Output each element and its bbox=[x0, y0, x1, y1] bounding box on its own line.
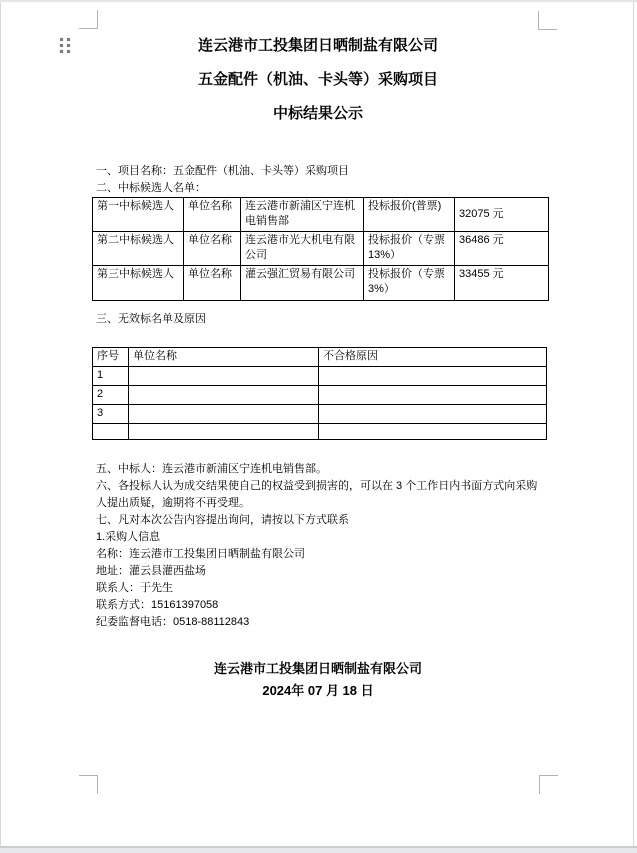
unit-name-cell bbox=[129, 386, 319, 405]
document-footer bbox=[97, 658, 539, 702]
bid-price-label-cell: 投标报价（专票3%） bbox=[364, 266, 455, 301]
notice-line-6: 六、各投标人认为成交结果使自己的权益受到损害的，可以在 3 个工作日内书面方式向采购人提出质疑，逾期将不再受理。 bbox=[96, 480, 538, 509]
handle-dot bbox=[60, 38, 63, 41]
candidate-row bbox=[93, 198, 549, 232]
notice-block bbox=[96, 461, 542, 631]
candidate-row bbox=[93, 232, 549, 266]
bid-price-cell: 32075 元 bbox=[455, 198, 549, 232]
unit-name-cell bbox=[129, 367, 319, 386]
contact-address-line: 地址：灌云县灌西盐场 bbox=[96, 565, 206, 577]
handle-dot bbox=[67, 50, 70, 53]
title-line-company: 连云港市工投集团日晒制盐有限公司 bbox=[197, 37, 438, 54]
row-number-cell: 1 bbox=[93, 367, 129, 386]
page-right-edge bbox=[633, 2, 634, 847]
candidate-rank-cell: 第一中标候选人 bbox=[93, 198, 184, 232]
crop-mark-top-right-icon bbox=[538, 11, 557, 30]
invalid-row bbox=[93, 367, 547, 386]
supervision-phone-line: 纪委监督电话：0518-88112843 bbox=[96, 616, 250, 628]
bid-price-cell: 36486 元 bbox=[455, 232, 549, 266]
invalid-row bbox=[93, 405, 547, 424]
notice-line-5: 五、中标人：连云港市新浦区宁连机电销售部。 bbox=[96, 463, 327, 475]
unit-name-cell: 连云港市新浦区宁连机电销售部 bbox=[241, 198, 364, 232]
contact-name-line: 名称：连云港市工投集团日晒制盐有限公司 bbox=[96, 548, 305, 560]
reason-cell bbox=[319, 424, 547, 440]
unit-name-cell: 灌云强汇贸易有限公司 bbox=[241, 266, 364, 301]
row-number-cell: 2 bbox=[93, 386, 129, 405]
unit-label-cell: 单位名称 bbox=[184, 232, 241, 266]
row-number-cell bbox=[93, 424, 129, 440]
section-3-heading: 三、无效标名单及原因 bbox=[96, 313, 206, 325]
unit-label-cell: 单位名称 bbox=[184, 198, 241, 232]
unit-name-cell bbox=[129, 424, 319, 440]
document-title bbox=[97, 29, 539, 131]
candidate-rank-cell: 第二中标候选人 bbox=[93, 232, 184, 266]
page-top-edge bbox=[0, 0, 637, 2]
handle-dot bbox=[60, 44, 63, 47]
unit-label-cell: 单位名称 bbox=[184, 266, 241, 301]
candidate-row bbox=[93, 266, 549, 301]
unit-name-cell bbox=[129, 405, 319, 424]
contact-heading: 1.采购人信息 bbox=[96, 531, 161, 543]
crop-mark-bottom-left-icon bbox=[79, 775, 98, 794]
invalid-row bbox=[93, 386, 547, 405]
page-bottom-strip bbox=[0, 848, 637, 853]
handle-dot bbox=[67, 44, 70, 47]
reason-cell bbox=[319, 405, 547, 424]
invalid-bid-table bbox=[92, 347, 547, 440]
section-2-heading: 二、中标候选人名单： bbox=[96, 182, 206, 194]
reason-cell bbox=[319, 386, 547, 405]
drag-handle-icon[interactable] bbox=[60, 38, 70, 53]
bid-price-label-cell: 投标报价(普票) bbox=[364, 198, 455, 232]
column-header-unit: 单位名称 bbox=[129, 348, 319, 367]
handle-dot bbox=[60, 50, 63, 53]
unit-name-cell: 连云港市光大机电有限公司 bbox=[241, 232, 364, 266]
footer-date: 2024年 07 月 18 日 bbox=[262, 683, 374, 698]
notice-line-7: 七、凡对本次公告内容提出询问，请按以下方式联系 bbox=[96, 514, 349, 526]
title-line-announcement: 中标结果公示 bbox=[272, 105, 363, 122]
handle-dot bbox=[67, 38, 70, 41]
bid-price-label-cell: 投标报价（专票13%） bbox=[364, 232, 455, 266]
contact-person-line: 联系人：于先生 bbox=[96, 582, 173, 594]
column-header-number: 序号 bbox=[93, 348, 129, 367]
column-header-reason: 不合格原因 bbox=[319, 348, 547, 367]
section-1-heading: 一、项目名称：五金配件（机油、卡头等）采购项目 bbox=[96, 165, 349, 177]
candidate-rank-cell: 第三中标候选人 bbox=[93, 266, 184, 301]
candidate-table bbox=[92, 197, 549, 301]
crop-mark-top-left-icon bbox=[79, 10, 98, 29]
row-number-cell: 3 bbox=[93, 405, 129, 424]
section-1-2-block bbox=[96, 163, 548, 197]
invalid-row bbox=[93, 424, 547, 440]
bid-price-cell: 33455 元 bbox=[455, 266, 549, 301]
invalid-table-header-row bbox=[93, 348, 547, 367]
footer-company-name: 连云港市工投集团日晒制盐有限公司 bbox=[213, 661, 422, 676]
reason-cell bbox=[319, 367, 547, 386]
crop-mark-bottom-right-icon bbox=[539, 775, 558, 794]
page-left-edge bbox=[0, 2, 1, 847]
contact-phone-line: 联系方式：15161397058 bbox=[96, 599, 219, 611]
title-line-project: 五金配件（机油、卡头等）采购项目 bbox=[197, 71, 438, 88]
